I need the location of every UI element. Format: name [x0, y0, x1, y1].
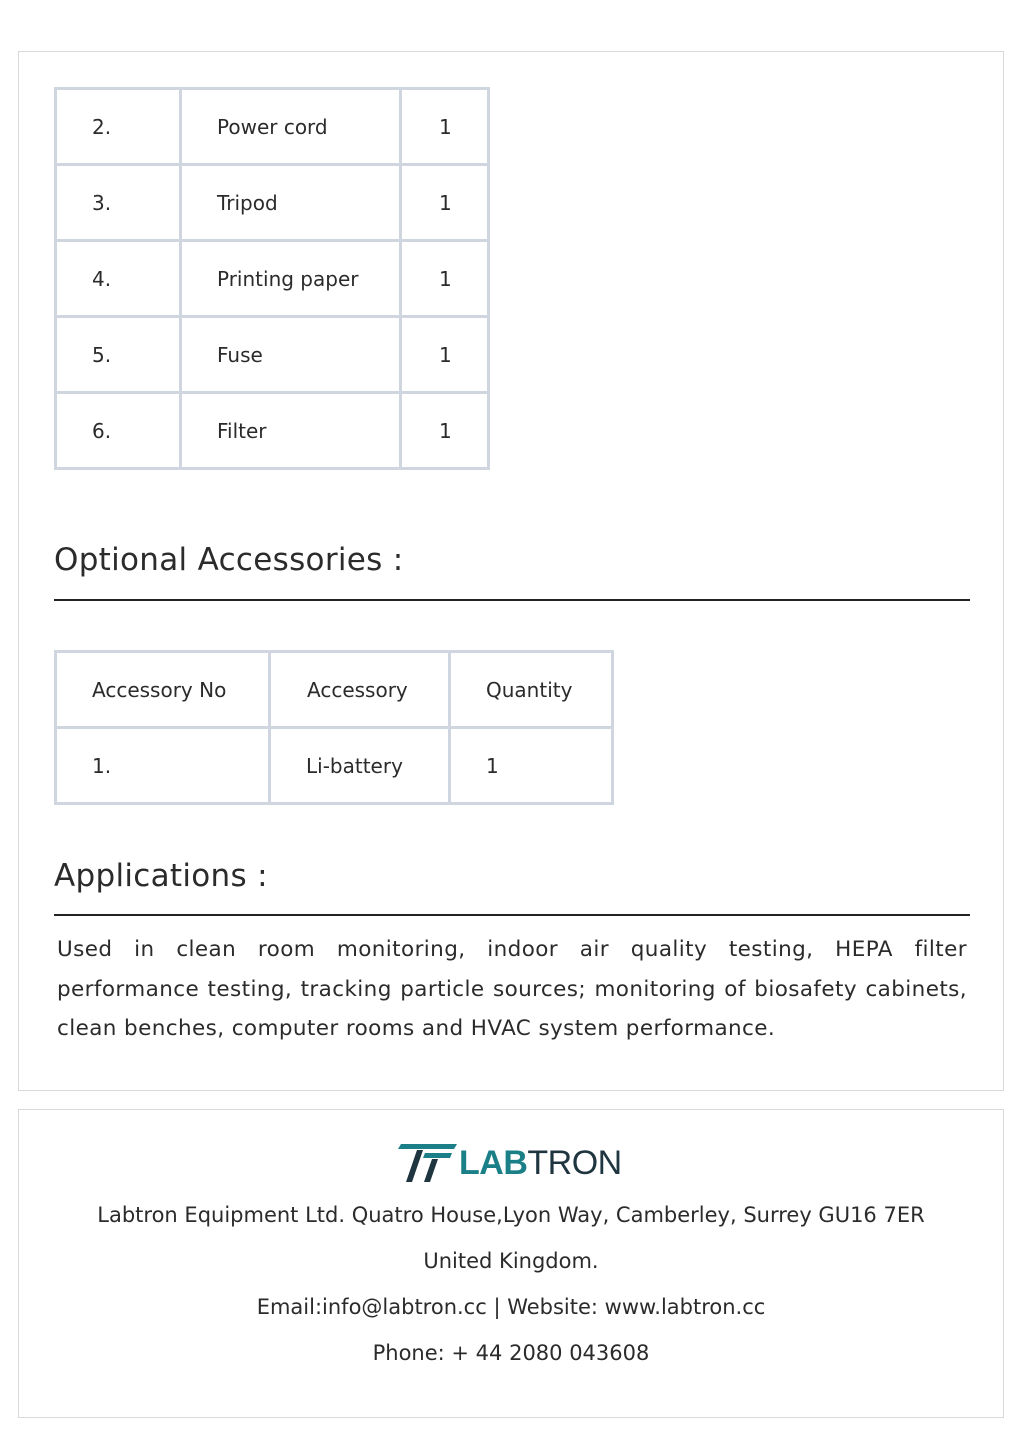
- item-quantity-cell: 1: [401, 241, 489, 317]
- included-items-table: [54, 87, 490, 470]
- item-quantity-cell: 1: [401, 317, 489, 393]
- logo-text-tron: TRON: [527, 1144, 622, 1182]
- applications-paragraph: Used in clean room monitoring, indoor air quality testing, HEPA filter performance testing, tracking particle sources; monitoring of biosafety cabinets, clean benches, computer rooms and HVAC system performance.: [57, 937, 967, 1041]
- item-number-cell: 4.: [56, 241, 181, 317]
- content-panel: [18, 51, 1004, 1091]
- accessory-quantity-cell: 1: [450, 728, 613, 804]
- column-header: Accessory No: [56, 652, 270, 728]
- contact-info: Email:info@labtron.cc | Website: www.labtron.cc: [256, 1295, 766, 1319]
- table-header-row: [56, 652, 613, 728]
- table-row: [56, 241, 489, 317]
- optional-accessories-table: [54, 650, 614, 805]
- item-quantity-cell: 1: [401, 165, 489, 241]
- table-row: [56, 165, 489, 241]
- accessory-number-cell: 1.: [56, 728, 270, 804]
- item-quantity-cell: 1: [401, 393, 489, 469]
- item-number-cell: 3.: [56, 165, 181, 241]
- table-row: [56, 728, 613, 804]
- phone-number: Phone: + 44 2080 043608: [372, 1341, 650, 1365]
- item-number-cell: 6.: [56, 393, 181, 469]
- item-name-cell: Fuse: [181, 317, 401, 393]
- footer-panel: [18, 1109, 1004, 1418]
- item-name-cell: Power cord: [181, 89, 401, 165]
- item-quantity-cell: 1: [401, 89, 489, 165]
- table-row: [56, 393, 489, 469]
- company-logo: [397, 1142, 629, 1184]
- accessory-name-cell: Li-battery: [270, 728, 450, 804]
- table-row: [56, 89, 489, 165]
- column-header: Accessory: [270, 652, 450, 728]
- logo-text-lab: LAB: [459, 1144, 528, 1182]
- item-name-cell: Filter: [181, 393, 401, 469]
- applications-heading: Applications :: [54, 858, 268, 894]
- section-divider: [54, 599, 970, 601]
- column-header: Quantity: [450, 652, 613, 728]
- company-address: Labtron Equipment Ltd. Quatro House,Lyon Way, Camberley, Surrey GU16 7ER: [97, 1203, 925, 1227]
- logo-wordmark: [459, 1142, 622, 1184]
- item-name-cell: Tripod: [181, 165, 401, 241]
- item-number-cell: 2.: [56, 89, 181, 165]
- company-country: United Kingdom.: [423, 1249, 599, 1273]
- item-number-cell: 5.: [56, 317, 181, 393]
- labtron-mark-icon: [397, 1144, 457, 1182]
- optional-accessories-heading: Optional Accessories :: [54, 542, 404, 578]
- section-divider: [54, 914, 970, 916]
- item-name-cell: Printing paper: [181, 241, 401, 317]
- table-row: [56, 317, 489, 393]
